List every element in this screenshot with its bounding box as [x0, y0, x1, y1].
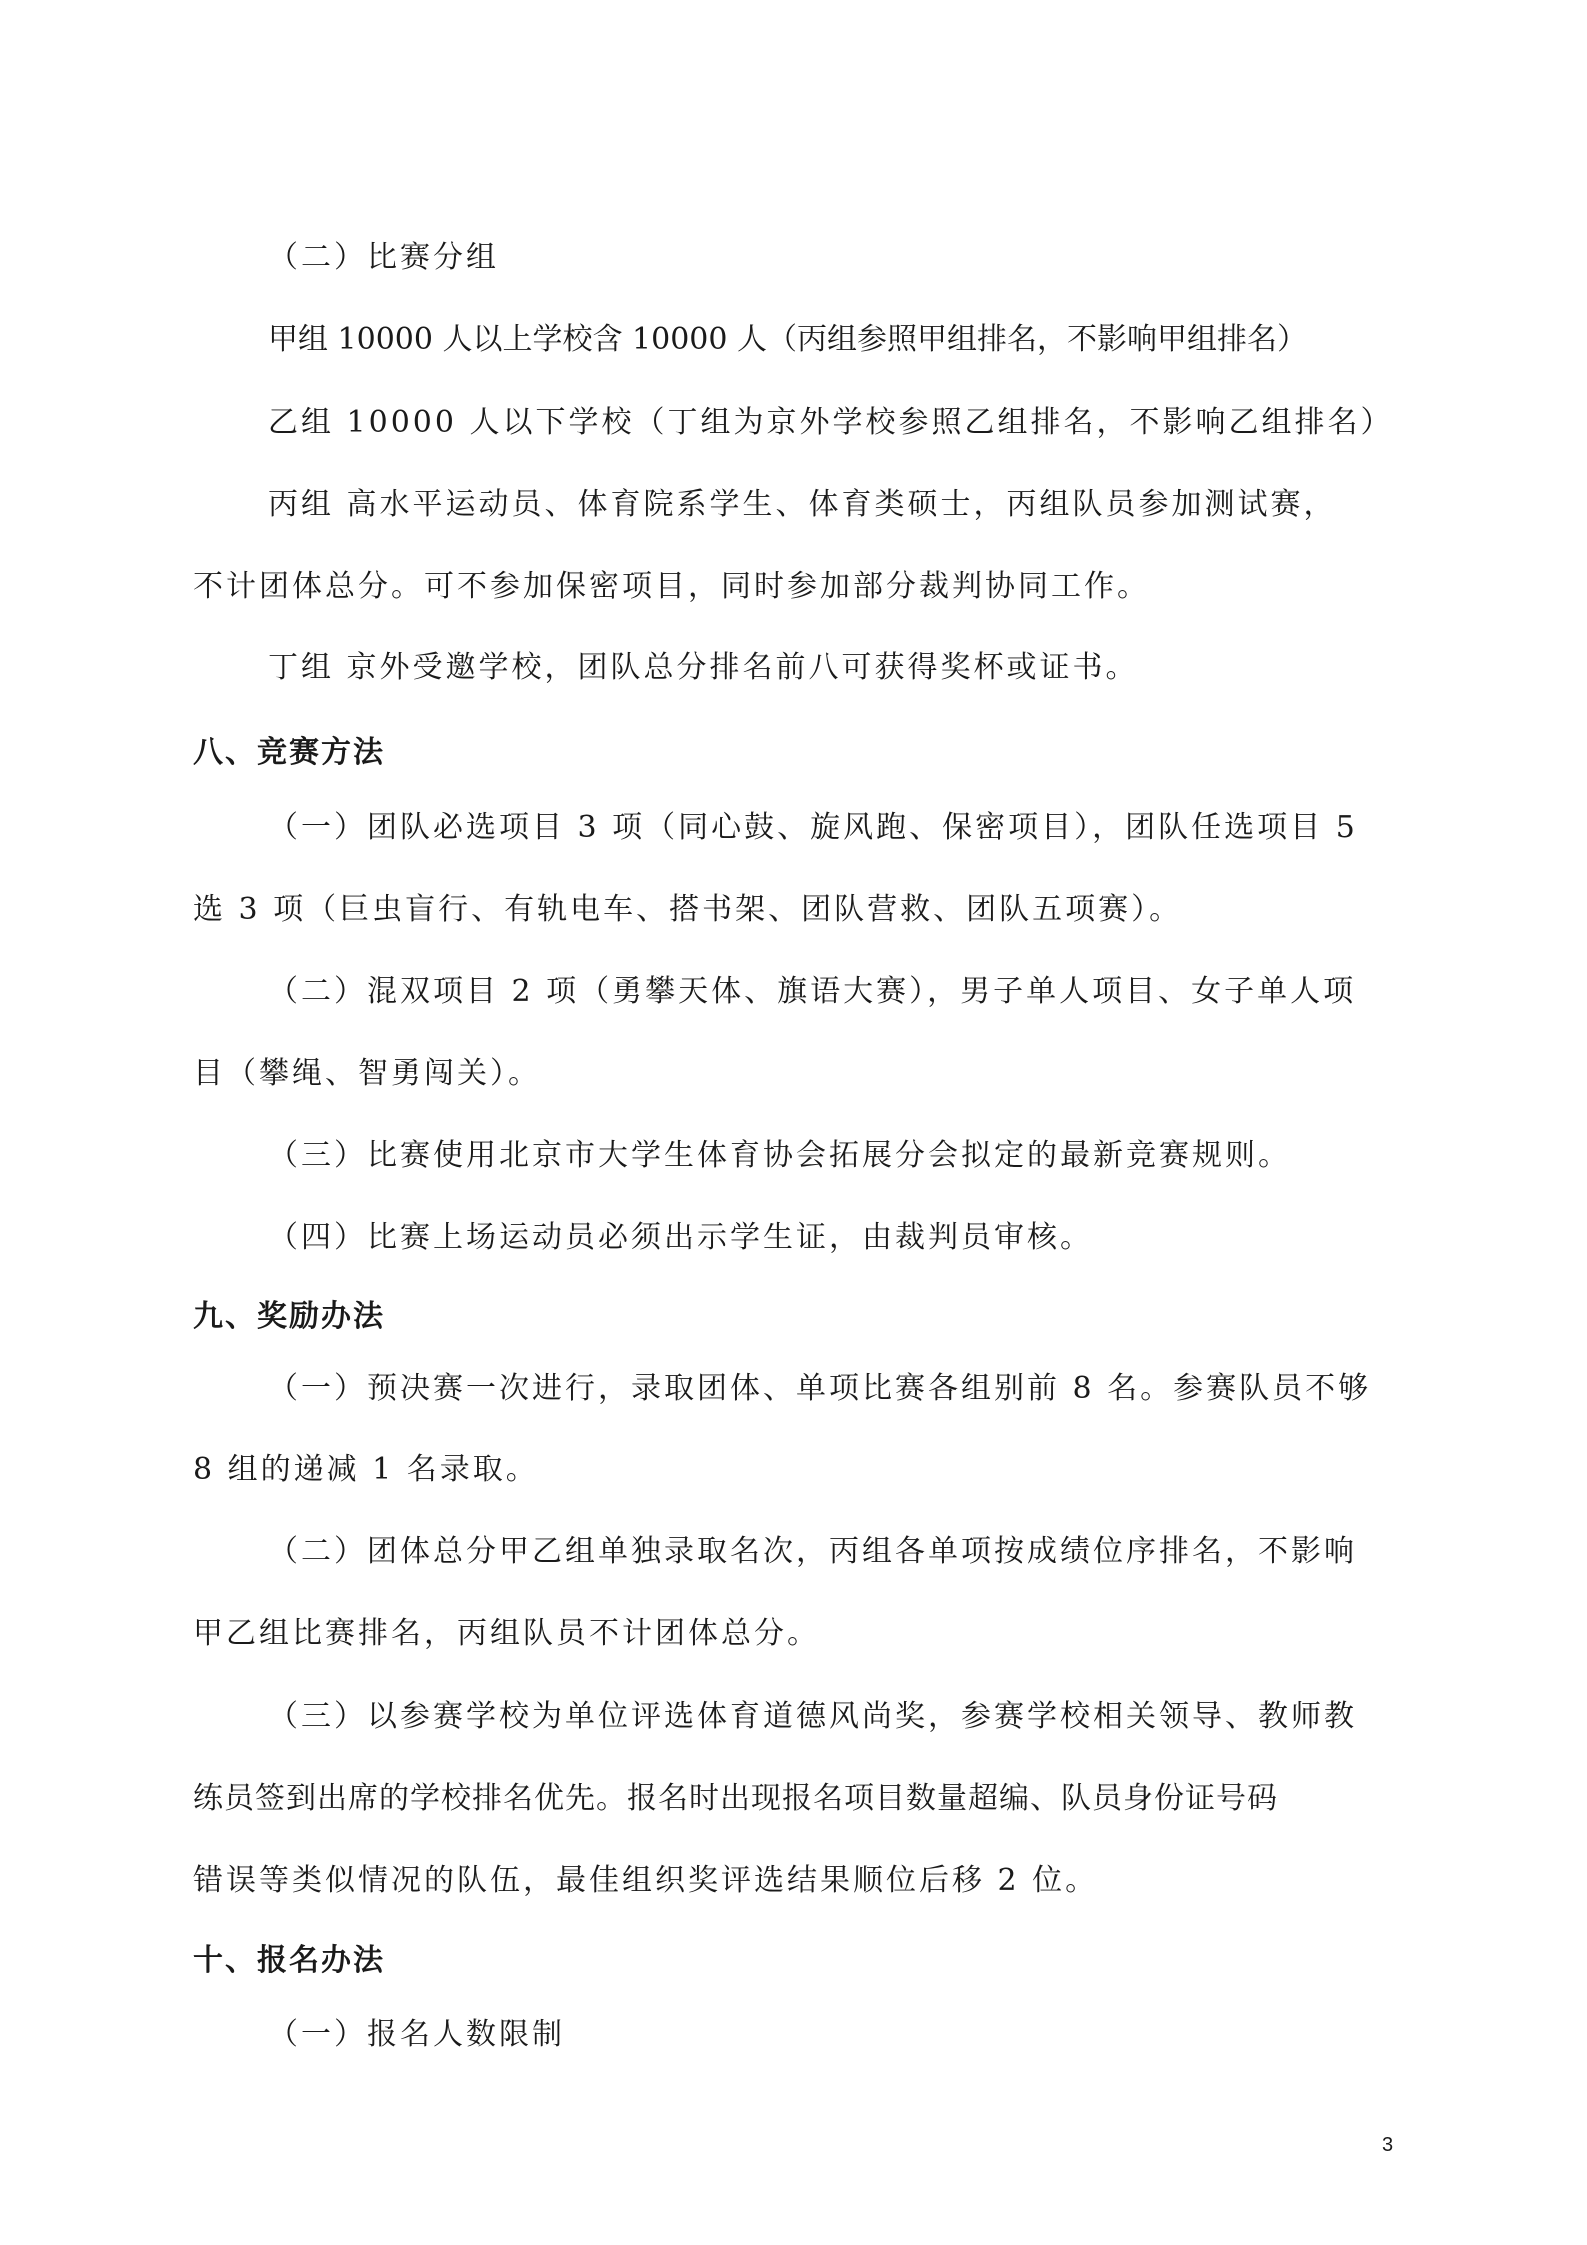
paragraph-awards-3-line-3: 错误等类似情况的队伍，最佳组织奖评选结果顺位后移 2 位。: [193, 1863, 1099, 1898]
line-text: 甲组 10000 人以上学校含 10000 人（丙组参照甲组排名，不影响甲组排名）: [268, 322, 1308, 357]
section-heading-competition-method: 八、竞赛方法: [193, 735, 385, 770]
paragraph-method-3: （三）比赛使用北京市大学生体育协会拓展分会拟定的最新竞赛规则。: [268, 1138, 1291, 1173]
paragraph-group-a: [268, 320, 1398, 360]
paragraph-awards-3-line-2: 练员签到出席的学校排名优先。报名时出现报名项目数量超编、队员身份证号码: [193, 1781, 1278, 1816]
paragraph-method-1-line-1: （一）团队必选项目 3 项（同心鼓、旋风跑、保密项目），团队任选项目 5: [268, 810, 1358, 845]
paragraph-method-1-line-2: 选 3 项（巨虫盲行、有轨电车、搭书架、团队营救、团队五项赛）。: [193, 892, 1183, 927]
paragraph-awards-3-line-1: （三）以参赛学校为单位评选体育道德风尚奖，参赛学校相关领导、教师教: [268, 1699, 1357, 1734]
paragraph-awards-1-line-1: （一）预决赛一次进行，录取团体、单项比赛各组别前 8 名。参赛队员不够: [268, 1371, 1372, 1406]
paragraph-method-4: （四）比赛上场运动员必须出示学生证，由裁判员审核。: [268, 1220, 1093, 1255]
paragraph-group-d: 丁组 京外受邀学校，团队总分排名前八可获得奖杯或证书。: [268, 650, 1139, 685]
paragraph-method-2-line-2: 目（攀绳、智勇闯关）。: [193, 1056, 541, 1091]
paragraph-group-c-line-1: 丙组 高水平运动员、体育院系学生、体育类硕士，丙组队员参加测试赛，: [268, 487, 1337, 522]
page-number: 3: [1382, 2134, 1394, 2156]
paragraph-method-2-line-1: （二）混双项目 2 项（勇攀天体、旗语大赛），男子单人项目、女子单人项: [268, 974, 1357, 1009]
section-heading-awards: 九、奖励办法: [193, 1299, 385, 1334]
paragraph-group-c-line-2: 不计团体总分。可不参加保密项目，同时参加部分裁判协同工作。: [193, 569, 1150, 604]
paragraph-awards-2-line-1: （二）团体总分甲乙组单独录取名次，丙组各单项按成绩位序排名，不影响: [268, 1534, 1357, 1569]
paragraph-awards-1-line-2: 8 组的递减 1 名录取。: [193, 1452, 539, 1487]
subsection-heading-competition-groups: （二）比赛分组: [268, 240, 499, 275]
paragraph-group-b: 乙组 10000 人以下学校（丁组为京外学校参照乙组排名，不影响乙组排名）: [268, 405, 1394, 440]
section-heading-registration: 十、报名办法: [193, 1943, 385, 1978]
paragraph-awards-2-line-2: 甲乙组比赛排名，丙组队员不计团体总分。: [193, 1616, 820, 1651]
subsection-heading-registration-limit: （一）报名人数限制: [268, 2017, 565, 2052]
